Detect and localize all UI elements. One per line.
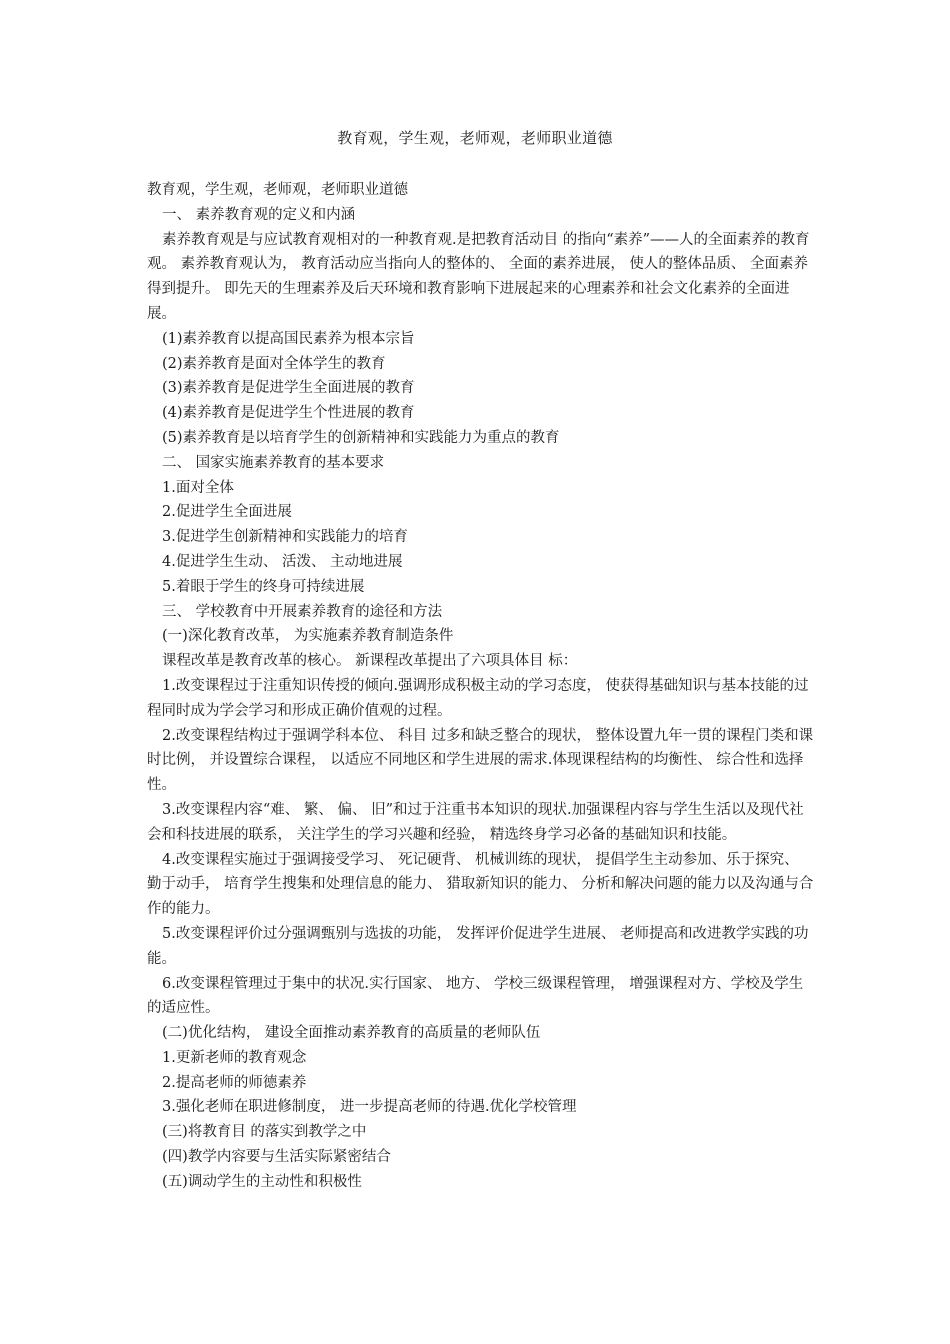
- paragraph: 课程改革是教育改革的核心。 新课程改革提出了六项具体目 标：: [162, 653, 578, 670]
- list-item: (2)素养教育是面对全体学生的教育: [162, 355, 386, 372]
- list-item: 3.促进学生创新精神和实践能力的培育: [162, 529, 408, 546]
- paragraph-heading: 教育观，学生观，老师观，老师职业道德: [147, 182, 408, 198]
- list-item: 1.更新老师的教育观念: [162, 1049, 307, 1066]
- list-item: 3.改变课程内容“难、 繁、 偏、 旧”和过于注重书本知识的现状.加强课程内容与学生生活以及现代社会和科技进展的联系， 关注学生的学习兴趣和经验， 精选终身学习必备的基础知识和技能。: [147, 801, 804, 843]
- list-item: (5)素养教育是以培育学生的创新精神和实践能力为重点的教育: [162, 429, 560, 446]
- list-item: (1)素养教育以提高国民素养为根本宗旨: [162, 330, 415, 347]
- document-title: 教育观，学生观，老师观，老师职业道德: [337, 129, 613, 147]
- list-item: 2.改变课程结构过于强调学科本位、 科目 过多和缺乏整合的现状， 整体设置九年一贯的课程门类和课时比例， 并设置综合课程， 以适应不同地区和学生进展的需求.体现课程结构的均衡性、 综合性和选择性。: [147, 727, 814, 794]
- list-item: 5.着眼于学生的终身可持续进展: [162, 578, 365, 595]
- list-item: 5.改变课程评价过分强调甄别与选拔的功能， 发挥评价促进学生进展、 老师提高和改进教学实践的功能。: [147, 925, 809, 967]
- paragraph: 素养教育观是与应试教育观相对的一种教育观.是把教育活动目 的指向“素养”——人的全面素养的教育观。 素养教育观认为， 教育活动应当指向人的整体的、 全面的素养进展， 使人的整体品质、 全面素养得到提升。 即先天的生理素养及后天环境和教育影响下进展起来的心理素养和社会文化素养的全面进展。: [147, 231, 810, 322]
- section-heading-1: 一、 素养教育观的定义和内涵: [162, 206, 356, 223]
- list-item: (4)素养教育是促进学生个性进展的教育: [162, 405, 415, 422]
- list-item: 6.改变课程管理过于集中的状况.实行国家、 地方、 学校三级课程管理， 增强课程对方、学校及学生的适应性。: [147, 975, 804, 1017]
- document-body: [147, 178, 815, 1195]
- list-item: 1.面对全体: [162, 479, 234, 496]
- section-heading-2: 二、 国家实施素养教育的基本要求: [162, 454, 385, 471]
- subsection-heading: (五)调动学生的主动性和积极性: [162, 1173, 362, 1190]
- list-item: 4.促进学生生动、 活泼、 主动地进展: [162, 553, 403, 570]
- list-item: (3)素养教育是促进学生全面进展的教育: [162, 380, 415, 397]
- list-item: 1.改变课程过于注重知识传授的倾向.强调形成积极主动的学习态度， 使获得基础知识与基本技能的过程同时成为学会学习和形成正确价值观的过程。: [147, 677, 809, 719]
- subsection-heading: (三)将教育目 的落实到教学之中: [162, 1124, 367, 1141]
- subsection-heading: (一)深化教育改革， 为实施素养教育制造条件: [162, 628, 454, 645]
- list-item: 2.促进学生全面进展: [162, 504, 292, 521]
- subsection-heading: (二)优化结构， 建设全面推动素养教育的高质量的老师队伍: [162, 1025, 541, 1042]
- list-item: 3.强化老师在职进修制度， 进一步提高老师的待遇.优化学校管理: [162, 1099, 577, 1116]
- section-heading-3: 三、 学校教育中开展素养教育的途径和方法: [162, 603, 443, 620]
- list-item: 4.改变课程实施过于强调接受学习、 死记硬背、 机械训练的现状， 提倡学生主动参加、乐于探究、 勤于动手， 培育学生搜集和处理信息的能力、 猎取新知识的能力、 分析和解决问题的能力以及沟通与合作的能力。: [147, 851, 814, 918]
- list-item: 2.提高老师的师德素养: [162, 1074, 307, 1091]
- subsection-heading: (四)教学内容要与生活实际紧密结合: [162, 1149, 391, 1166]
